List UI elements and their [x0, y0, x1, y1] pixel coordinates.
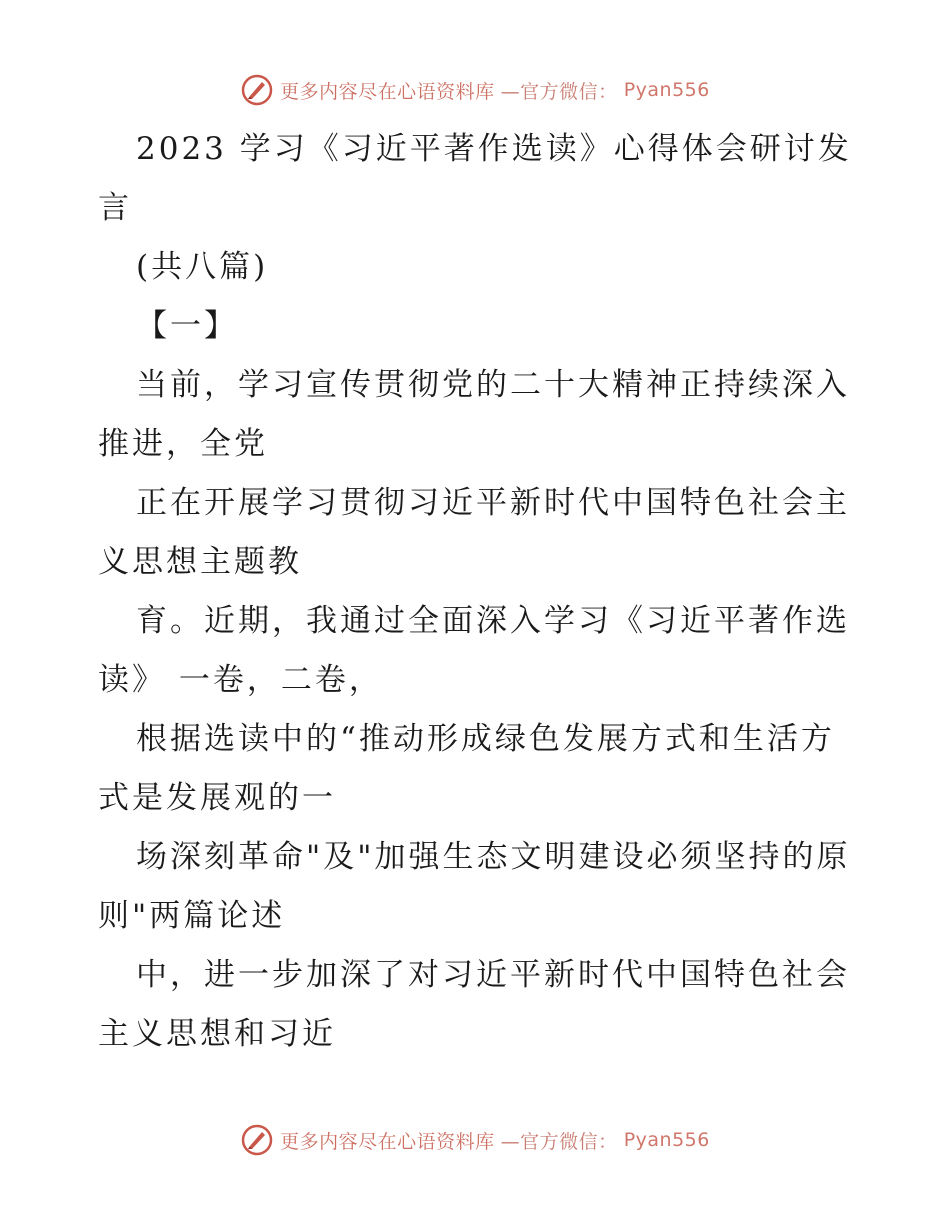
- watermark-wechat-id: Pyan556: [623, 1129, 710, 1151]
- paragraph-line: 正在开展学习贯彻习近平新时代中国特色社会主: [136, 485, 850, 521]
- watermark-separator: —官方微信：: [500, 1130, 618, 1153]
- paragraph-line: 读》 一卷，二卷，: [98, 662, 383, 698]
- subtitle-count: (共八篇): [136, 249, 269, 285]
- header-watermark: [0, 70, 950, 110]
- paragraph-line: 主义思想和习近: [98, 1016, 336, 1052]
- brush-logo-icon: [240, 73, 274, 107]
- paragraph-line: 根据选读中的“推动形成绿色发展方式和生活方: [136, 721, 835, 757]
- document-body: [98, 120, 858, 1064]
- title-line-1: 2023 学习《习近平著作选读》心得体会研讨发: [136, 131, 852, 167]
- paragraph-line: 中，进一步加深了对习近平新时代中国特色社会: [136, 957, 850, 993]
- section-heading: 【一】: [136, 308, 238, 344]
- watermark-text: 更多内容尽在心语资料库: [280, 80, 495, 103]
- watermark-text: 更多内容尽在心语资料库: [280, 1130, 495, 1153]
- paragraph-line: 当前，学习宣传贯彻党的二十大精神正持续深入: [136, 367, 850, 403]
- brush-logo-icon: [240, 1123, 274, 1157]
- paragraph-line: 义思想主题教: [98, 544, 302, 580]
- paragraph-line: 式是发展观的一: [98, 780, 336, 816]
- paragraph-line: 场深刻革命"及"加强生态文明建设必须坚持的原: [136, 839, 851, 875]
- footer-watermark: [0, 1120, 950, 1160]
- paragraph-line: 推进，全党: [98, 426, 268, 462]
- title-line-2: 言: [98, 190, 132, 226]
- watermark-separator: —官方微信：: [500, 80, 618, 103]
- watermark-wechat-id: Pyan556: [623, 79, 710, 101]
- paragraph-line: 育。近期，我通过全面深入学习《习近平著作选: [136, 603, 850, 639]
- paragraph-line: 则"两篇论述: [98, 898, 286, 934]
